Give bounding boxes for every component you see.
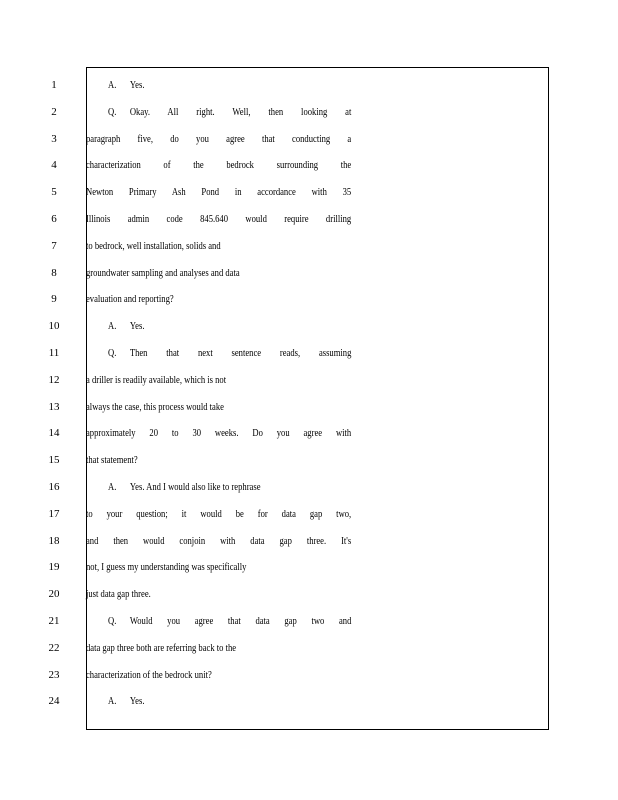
line-text (108, 611, 351, 631)
line-text (86, 584, 293, 604)
line-number: 16 (48, 481, 60, 493)
transcript-line (0, 263, 618, 283)
speaker-label: A. (108, 79, 117, 91)
transcript-line (0, 209, 618, 229)
line-text (108, 102, 351, 122)
line-number: 20 (48, 588, 60, 601)
transcript-line (0, 102, 618, 122)
line-content: Would you agree that data gap two and (129, 615, 352, 627)
line-content: approximately 20 to 30 weeks. Do you agree with (86, 427, 352, 440)
line-content: characterization of the bedrock unit? (86, 668, 212, 681)
line-number: 17 (48, 507, 60, 520)
line-text (86, 638, 293, 658)
transcript-line (0, 584, 618, 604)
transcript-line (0, 370, 618, 390)
line-number: 3 (51, 132, 57, 145)
line-text (108, 316, 315, 336)
line-text (108, 75, 315, 95)
speaker-label: A. (108, 481, 117, 493)
line-text (86, 289, 293, 309)
line-number: 11 (48, 347, 60, 359)
line-number: 8 (51, 266, 57, 279)
line-number: 9 (51, 293, 57, 306)
line-text (86, 263, 293, 283)
line-text (108, 691, 315, 711)
transcript-line (0, 423, 618, 443)
line-content: Yes. (129, 695, 145, 708)
line-content: a driller is readily available, which is not (86, 373, 227, 386)
line-content: and then would conjoin with data gap three. It's (86, 534, 352, 547)
transcript-line (0, 611, 618, 631)
transcript-line (0, 155, 618, 175)
line-content: Yes. (129, 79, 145, 91)
speaker-label: Q. (108, 615, 117, 627)
line-content: paragraph five, do you agree that conducting a (86, 132, 352, 145)
speaker-label: A. (108, 695, 117, 708)
speaker-label: A. (108, 320, 117, 333)
line-content: evaluation and reporting? (86, 293, 174, 306)
line-text (86, 236, 293, 256)
line-text (86, 129, 351, 149)
line-text (86, 370, 293, 390)
line-text (108, 343, 351, 363)
line-text (86, 155, 351, 175)
line-text (108, 477, 315, 497)
line-number: 19 (48, 561, 60, 574)
line-number: 22 (48, 641, 60, 654)
line-content: Yes. (129, 320, 145, 333)
transcript-line (0, 129, 618, 149)
transcript-line (0, 638, 618, 658)
transcript-line (0, 665, 618, 685)
line-text (86, 450, 293, 470)
line-text (86, 557, 293, 577)
transcript-line (0, 182, 618, 202)
transcript-line (0, 557, 618, 577)
transcript-line (0, 236, 618, 256)
line-content: to bedrock, well installation, solids and (86, 239, 221, 252)
line-content: not, I guess my understanding was specifically (86, 561, 247, 574)
line-number: 18 (48, 534, 60, 547)
line-text (86, 504, 351, 524)
line-text (86, 531, 351, 551)
line-number: 2 (51, 105, 57, 118)
line-number: 1 (51, 79, 57, 91)
line-content: that statement? (86, 454, 138, 467)
speaker-label: Q. (108, 105, 117, 118)
line-content: just data gap three. (86, 588, 151, 601)
line-content: groundwater sampling and analyses and data (86, 266, 240, 279)
line-text (86, 209, 351, 229)
transcript-line (0, 504, 618, 524)
line-content: Yes. And I would also like to rephrase (129, 481, 261, 493)
transcript-line (0, 477, 618, 497)
line-number: 6 (51, 213, 57, 225)
line-number: 21 (48, 615, 60, 627)
transcript-line (0, 531, 618, 551)
transcript-line (0, 397, 618, 417)
line-content: always the case, this process would take (86, 400, 224, 413)
line-number: 10 (48, 320, 60, 333)
line-number: 5 (51, 186, 57, 199)
line-content: data gap three both are referring back to the (86, 641, 237, 654)
line-number: 15 (48, 454, 60, 467)
transcript-line (0, 450, 618, 470)
line-content: characterization of the bedrock surrounding the (86, 159, 352, 172)
line-content: to your question; it would be for data gap two, (86, 507, 352, 520)
line-content: Newton Primary Ash Pond in accordance with 35 (86, 186, 352, 199)
transcript-line (0, 289, 618, 309)
line-number: 24 (48, 695, 60, 708)
transcript-line (0, 691, 618, 711)
speaker-label: Q. (108, 347, 117, 359)
line-text (86, 423, 351, 443)
line-number: 23 (48, 668, 60, 681)
line-content: Illinois admin code 845.640 would require drilling (86, 213, 352, 225)
line-number: 14 (48, 427, 60, 440)
line-text (86, 397, 293, 417)
transcript-line (0, 316, 618, 336)
line-text (86, 182, 351, 202)
line-number: 4 (51, 159, 57, 172)
line-content: Okay. All right. Well, then looking at (129, 105, 352, 118)
transcript-line (0, 75, 618, 95)
line-number: 13 (48, 400, 60, 413)
line-number: 12 (48, 373, 60, 386)
line-content: Then that next sentence reads, assuming (129, 347, 352, 359)
line-number: 7 (51, 239, 57, 252)
transcript-line (0, 343, 618, 363)
line-text (86, 665, 293, 685)
